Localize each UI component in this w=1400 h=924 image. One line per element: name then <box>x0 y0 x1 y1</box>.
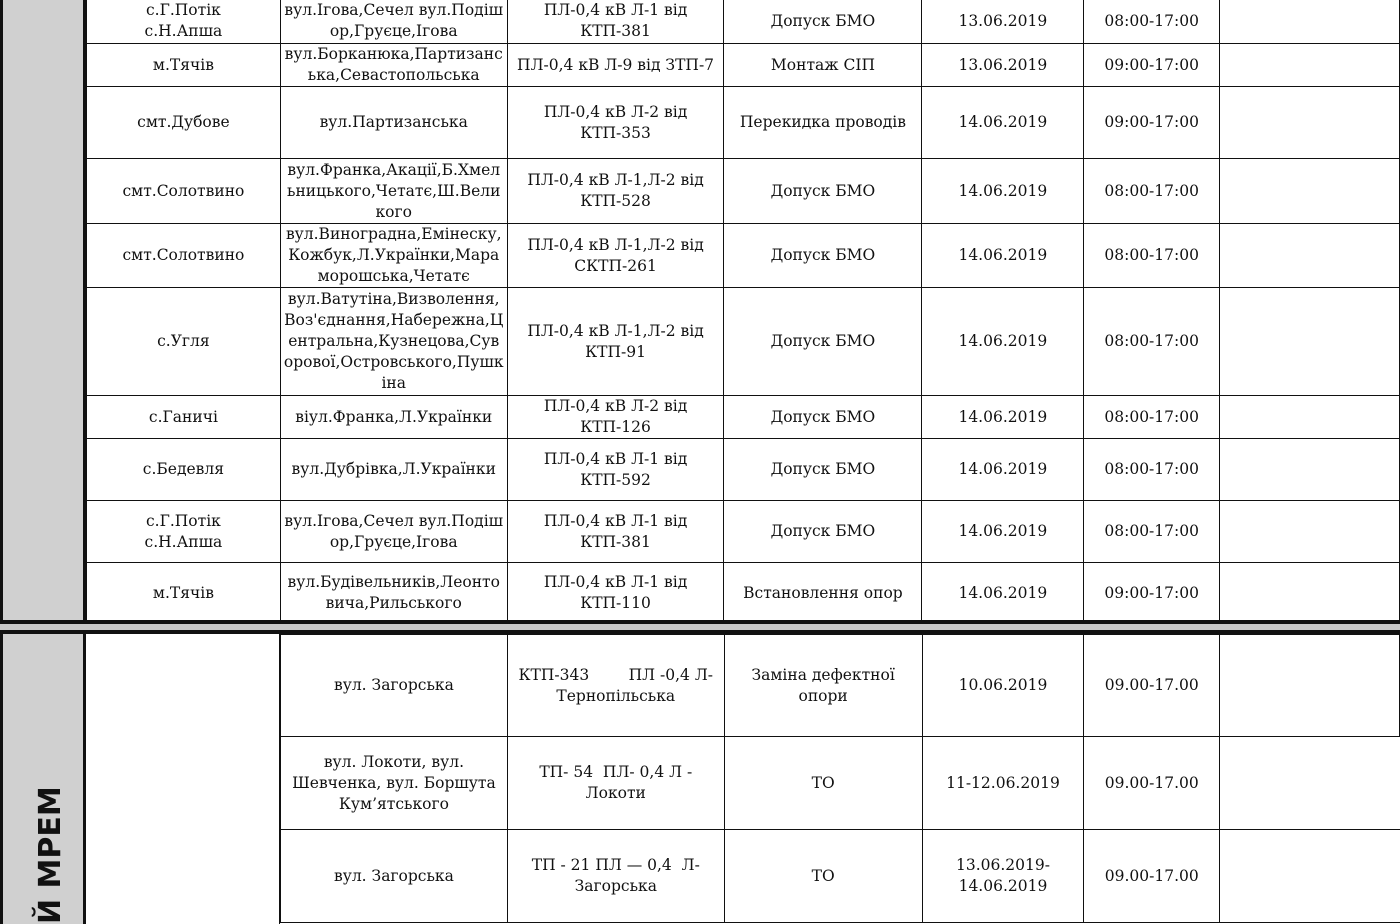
table-row <box>87 87 1400 159</box>
settlement-cell: м.Тячів <box>87 563 281 624</box>
streets-cell: вул.Партизанська <box>280 87 507 159</box>
table-row <box>87 159 1400 224</box>
date-cell: 14.06.2019 <box>922 87 1084 159</box>
work-type-cell: Допуск БМО <box>724 288 922 396</box>
work-type-cell: Допуск БМО <box>724 0 922 44</box>
time-cell: 08:00-17:00 <box>1084 501 1220 563</box>
outage-table-bottom <box>280 634 1400 923</box>
work-type-cell: Допуск БМО <box>724 159 922 224</box>
notes-cell <box>1220 87 1400 159</box>
work-type-cell: Заміна дефектної опори <box>724 635 922 737</box>
notes-cell <box>1220 224 1400 288</box>
time-cell: 09:00-17:00 <box>1084 44 1220 87</box>
time-cell: 08:00-17:00 <box>1084 439 1220 501</box>
table-row <box>87 44 1400 87</box>
streets-cell: вул. Локоти, вул. Шевченка, вул. Боршута Кум’ятського <box>281 737 508 830</box>
streets-cell: вул.Ігова,Сечел вул.Подішор,Груєце,Ігова <box>280 0 507 44</box>
power-line-cell: ПЛ-0,4 кВ Л-2 від КТП-353 <box>507 87 724 159</box>
date-cell: 14.06.2019 <box>922 224 1084 288</box>
settlement-cell: смт.Дубове <box>87 87 281 159</box>
table-row <box>87 396 1400 439</box>
date-cell: 13.06.2019 <box>922 44 1084 87</box>
date-cell: 14.06.2019 <box>922 501 1084 563</box>
settlement-cell: с.Ганичі <box>87 396 281 439</box>
table-row <box>281 737 1400 830</box>
streets-cell: вул.Дубрівка,Л.Українки <box>280 439 507 501</box>
time-cell: 08:00-17:00 <box>1084 396 1220 439</box>
streets-cell: вул. Загорська <box>281 635 508 737</box>
date-cell: 10.06.2019 <box>922 635 1084 737</box>
time-cell: 08:00-17:00 <box>1084 159 1220 224</box>
work-type-cell: Перекидка проводів <box>724 87 922 159</box>
outage-table-top <box>86 0 1400 624</box>
notes-cell <box>1220 159 1400 224</box>
date-cell: 14.06.2019 <box>922 159 1084 224</box>
settlement-cell: смт.Солотвино <box>87 224 281 288</box>
power-line-cell: ПЛ-0,4 кВ Л-1,Л-2 від КТП-91 <box>507 288 724 396</box>
work-type-cell: Встановлення опор <box>724 563 922 624</box>
work-type-cell: ТО <box>724 737 922 830</box>
time-cell: 08:00-17:00 <box>1084 288 1220 396</box>
time-cell: 09.00-17.00 <box>1084 635 1220 737</box>
work-type-cell: Допуск БМО <box>724 396 922 439</box>
work-type-cell: Монтаж СІП <box>724 44 922 87</box>
settlement-cell: с.Угля <box>87 288 281 396</box>
table-row <box>281 635 1400 737</box>
date-cell: 14.06.2019 <box>922 396 1084 439</box>
date-cell: 13.06.2019 <box>922 0 1084 44</box>
settlement-cell: с.Бедевля <box>87 439 281 501</box>
settlement-cell: смт.Солотвино <box>87 159 281 224</box>
streets-cell: віул.Франка,Л.Українки <box>280 396 507 439</box>
streets-cell: вул.Ігова,Сечел вул.Подішор,Груєце,Ігова <box>280 501 507 563</box>
streets-cell: вул.Франка,Акації,Б.Хмельницького,Четатє,Ш.Великого <box>280 159 507 224</box>
district-band-top <box>0 0 86 622</box>
settlement-cell: с.Г.Потік с.Н.Апша <box>87 0 281 44</box>
power-line-cell: ПЛ-0,4 кВ Л-2 від КТП-126 <box>507 396 724 439</box>
notes-cell <box>1220 635 1400 737</box>
notes-cell <box>1220 439 1400 501</box>
time-cell: 08:00-17:00 <box>1084 0 1220 44</box>
table-row <box>87 501 1400 563</box>
notes-cell <box>1220 737 1400 830</box>
notes-cell <box>1220 44 1400 87</box>
streets-cell: вул. Загорська <box>281 830 508 923</box>
table-row <box>87 288 1400 396</box>
streets-cell: вул.Ватутіна,Визволення,Воз'єднання,Набережна,Центральна,Кузнецова,Суворової,Островського,Пушкіна <box>280 288 507 396</box>
date-cell: 14.06.2019 <box>922 563 1084 624</box>
time-cell: 09:00-17:00 <box>1084 87 1220 159</box>
notes-cell <box>1220 501 1400 563</box>
notes-cell <box>1220 396 1400 439</box>
notes-cell <box>1220 563 1400 624</box>
power-line-cell: ПЛ-0,4 кВ Л-1 від КТП-381 <box>507 0 724 44</box>
work-type-cell: Допуск БМО <box>724 439 922 501</box>
time-cell: 09.00-17.00 <box>1084 737 1220 830</box>
power-line-cell: ПЛ-0,4 кВ Л-1 від КТП-381 <box>507 501 724 563</box>
table-row <box>87 224 1400 288</box>
power-line-cell: КТП-343 ПЛ -0,4 Л- Тернопільська <box>507 635 724 737</box>
settlement-cell: м.Тячів <box>87 44 281 87</box>
notes-cell <box>1220 830 1400 923</box>
table-row <box>87 439 1400 501</box>
table-row <box>87 0 1400 44</box>
work-type-cell: Допуск БМО <box>724 501 922 563</box>
power-line-cell: ПЛ-0,4 кВ Л-9 від ЗТП-7 <box>507 44 724 87</box>
date-cell: 13.06.2019- 14.06.2019 <box>922 830 1084 923</box>
time-cell: 08:00-17:00 <box>1084 224 1220 288</box>
streets-cell: вул.Виноградна,Емінеску,Кожбук,Л.Українки,Мараморошська,Четатє <box>280 224 507 288</box>
work-type-cell: Допуск БМО <box>724 224 922 288</box>
table-row <box>281 830 1400 923</box>
date-cell: 14.06.2019 <box>922 288 1084 396</box>
streets-cell: вул.Борканюка,Партизанська,Севастопольська <box>280 44 507 87</box>
merged-settlement-cell <box>86 634 280 924</box>
power-line-cell: ПЛ-0,4 кВ Л-1,Л-2 від СКТП-261 <box>507 224 724 288</box>
settlement-cell: с.Г.Потік с.Н.Апша <box>87 501 281 563</box>
power-line-cell: ПЛ-0,4 кВ Л-1,Л-2 від КТП-528 <box>507 159 724 224</box>
notes-cell <box>1220 288 1400 396</box>
work-type-cell: ТО <box>724 830 922 923</box>
district-band-bottom <box>0 632 86 924</box>
date-cell: 11-12.06.2019 <box>922 737 1084 830</box>
power-line-cell: ПЛ-0,4 кВ Л-1 від КТП-592 <box>507 439 724 501</box>
date-cell: 14.06.2019 <box>922 439 1084 501</box>
power-line-cell: ПЛ-0,4 кВ Л-1 від КТП-110 <box>507 563 724 624</box>
table-row <box>87 563 1400 624</box>
time-cell: 09:00-17:00 <box>1084 563 1220 624</box>
time-cell: 09.00-17.00 <box>1084 830 1220 923</box>
streets-cell: вул.Будівельників,Леонтовича,Рильського <box>280 563 507 624</box>
power-line-cell: ТП- 54 ПЛ- 0,4 Л - Локоти <box>507 737 724 830</box>
district-band-label: Й МРЕМ <box>33 786 68 924</box>
power-line-cell: ТП - 21 ПЛ — 0,4 Л- Загорська <box>507 830 724 923</box>
notes-cell <box>1220 0 1400 44</box>
